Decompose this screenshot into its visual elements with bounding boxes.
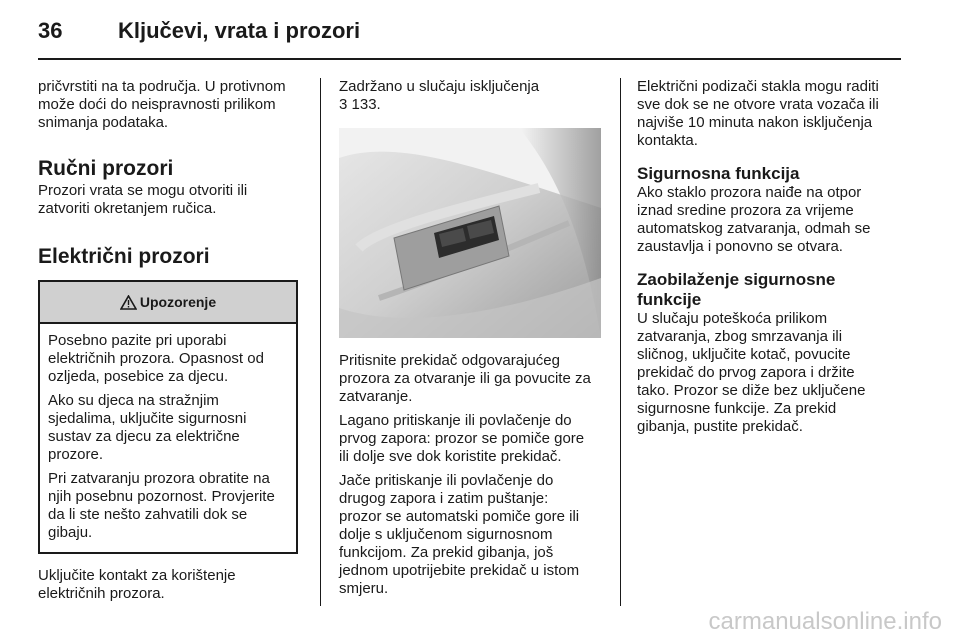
warning-header [40, 282, 296, 324]
column-left [38, 78, 308, 609]
first-detent-text: Lagano pritiskanje ili povlačenje do prvog zapora: prozor se pomiče gore ili dolje sve dok koristite prekidač. [339, 412, 585, 465]
outro-text: Uključite kontakt za korištenje električnih prozora. [38, 567, 236, 602]
rucni-text: Prozori vrata se mogu otvoriti ili zatvoriti okretanjem ručica. [38, 182, 248, 217]
column-divider-1 [320, 78, 321, 606]
heading-zaobilazenje: Zaobilaženje sigurnosne funkcije [637, 270, 836, 309]
column-divider-2 [620, 78, 621, 606]
header-rule [38, 58, 901, 60]
second-detent-text: Jače pritiskanje ili povlačenje do drugog zapora i zatim puštanje: prozor se automatski pomiče gore ili dolje s uključenom sigurnosnom funkcijom. Za prekid gibanja, još jednom upotrijebite prekidač u istom smjeru. [339, 472, 580, 597]
column-right [637, 78, 907, 442]
column-middle [339, 78, 609, 604]
warning-triangle-icon [120, 295, 137, 310]
heading-elektricni-prozori: Električni prozori [38, 245, 210, 268]
operation-duration-text: Električni podizači stakla mogu raditi sve dok se ne otvore vrata vozača ili najviše 10 minuta nakon isključenja kontakta. [637, 78, 879, 149]
watermark: carmanualsonline.info [708, 608, 942, 635]
heading-sigurnosna-funkcija: Sigurnosna funkcija [637, 164, 800, 183]
warning-box [38, 280, 298, 554]
intro-text: pričvrstiti na ta područja. U protivnom može doći do neispravnosti prilikom snimanja podataka. [38, 78, 286, 131]
heading-rucni-prozori: Ručni prozori [38, 157, 174, 180]
press-switch-text: Pritisnite prekidač odgovarajućeg prozora za otvaranje ili ga povucite za zatvaranje. [339, 352, 591, 405]
override-text: U slučaju poteškoća prilikom zatvaranja, zbog smrzavanja ili sličnog, uključite kotač, povucite prekidač do prvog zapora i držite tako. Prozor se diže bez uključene sigurnosne funkcije. Za prekid gibanja, pustite prekidač. [637, 310, 866, 435]
warning-title: Upozorenje [139, 294, 217, 310]
window-switch-photo [339, 128, 601, 338]
page-number: 36 [38, 18, 63, 43]
warning-paragraph-1: Posebno pazite pri uporabi električnih prozora. Opasnost od ozljeda, posebice za djecu. [48, 332, 264, 385]
safety-function-text: Ako staklo prozora naiđe na otpor iznad sredine prozora za vrijeme automatskog zatvaranja, odmah se zaustavlja i ponovno se otvara. [637, 184, 871, 255]
warning-paragraph-2: Ako su djeca na stražnjim sjedalima, uključite sigurnosni sustav za djecu za električne prozore. [48, 392, 247, 463]
warning-paragraph-3: Pri zatvaranju prozora obratite na njih posebnu pozornost. Provjerite da li ste nešto zahvatili dok se gibaju. [48, 470, 275, 541]
page-title: Ključevi, vrata i prozori [118, 18, 361, 43]
retained-power-text: Zadržano u slučaju isključenja 3 133. [339, 78, 540, 113]
warning-body [40, 324, 296, 552]
door-panel-image [339, 128, 601, 338]
